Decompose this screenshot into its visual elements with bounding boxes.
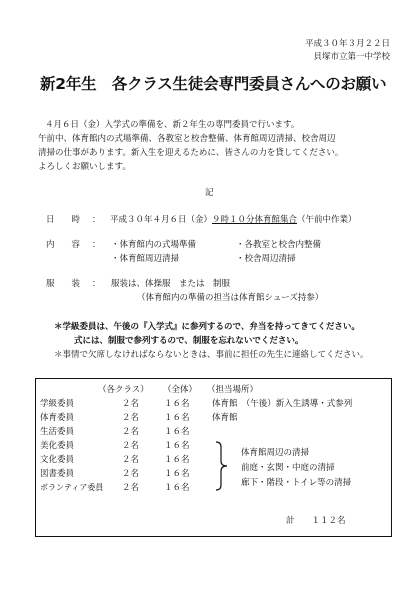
header-per-class: （各クラス）: [98, 385, 149, 395]
committee-total: １６名: [164, 441, 190, 451]
committee-per-class: ２名: [122, 427, 140, 437]
group-brace: [214, 441, 230, 491]
committee-place: 体育館: [212, 413, 238, 423]
header-place: （担当場所）: [207, 385, 259, 395]
school-name: 貝塚市立第一中学校: [313, 52, 390, 62]
committee-per-class: ２名: [122, 469, 140, 479]
committee-name: 美化委員: [40, 441, 75, 451]
committee-per-class: ２名: [122, 455, 140, 465]
header-total: （全体）: [163, 385, 198, 395]
ki-heading: 記: [205, 188, 214, 198]
committee-total: １６名: [164, 455, 190, 465]
note-uniform: 式には、制服で参列するので、制服を忘れないでください。: [74, 336, 304, 346]
committee-total: １６名: [164, 427, 190, 437]
date-text: 平成３０年４月６日（金）: [110, 215, 213, 225]
issue-date: 平成３０年３月２２日: [304, 39, 390, 49]
group-place-1: 体育館周辺の清掃: [241, 448, 310, 458]
date-value: [110, 213, 357, 228]
committee-name: 図書委員: [40, 469, 75, 479]
committee-per-class: ２名: [122, 441, 140, 451]
committee-per-class: ２名: [122, 413, 140, 423]
committee-place: 体育館 （午後）新入生誘導・式参列: [212, 399, 353, 409]
content-colon: ：: [92, 240, 101, 250]
group-place-2: 前庭・玄関・中庭の清掃: [241, 463, 335, 473]
committee-per-class: ２名: [122, 399, 140, 409]
committee-name: 生活委員: [40, 427, 75, 437]
content-item-4: ・校舎周辺清掃: [236, 254, 296, 264]
content-item-1: ・体育館内の式場準備: [111, 240, 197, 250]
intro-line-2: 午前中、体育館内の式場準備、各教室と校舎整備、体育館周辺清掃、校舎周辺: [38, 134, 336, 144]
committee-name: 体育委員: [40, 413, 75, 423]
note-class-rep: ＊学級委員は、午後の『入学式』に参列するので、弁当を持ってきてください。: [54, 322, 360, 332]
clothes-colon: ：: [92, 279, 101, 289]
table-total: 計 １１２名: [286, 516, 346, 526]
date-note: （午前中作業）: [297, 215, 357, 225]
group-place-3: 廊下・階段・トイレ等の清掃: [241, 478, 352, 488]
intro-line-1: ４月６日（金）入学式の準備を、新２年生の専門委員で行います。: [45, 120, 300, 130]
meeting-time: ９時１０分体育館集合: [212, 215, 298, 225]
intro-line-4: よろしくお願いします。: [38, 162, 131, 172]
content-label: 内 容: [46, 240, 81, 250]
committee-total: １６名: [164, 399, 190, 409]
committee-total: １６名: [164, 483, 190, 493]
committee-total: １６名: [164, 469, 190, 479]
content-item-3: ・体育館周辺清掃: [111, 254, 180, 264]
clothes-note: （体育館内の準備の担当は体育館シューズ持参）: [137, 293, 324, 303]
note-absence: ＊事情で欠席しなければならないときは、事前に担任の先生に連絡してください。: [54, 350, 369, 360]
committee-name: ボランティア委員: [40, 483, 104, 492]
intro-line-3: 清掃の仕事があります。新入生を迎えるために、皆さんの力を貸してください。: [38, 148, 344, 158]
committee-name: 学級委員: [40, 399, 75, 409]
content-item-2: ・各教室と校舎内整備: [236, 240, 322, 250]
date-colon: ：: [92, 215, 101, 225]
committee-total: １６名: [164, 413, 190, 423]
clothes-label: 服 装: [46, 279, 81, 289]
committee-per-class: ２名: [122, 483, 140, 493]
date-label: 日 時: [46, 215, 81, 225]
page-title: 新2年生 各クラス生徒会専門委員さんへのお願い: [40, 75, 387, 93]
clothes-value: 服装は、体操服 または 制服: [111, 279, 231, 289]
committee-name: 文化委員: [40, 455, 75, 465]
